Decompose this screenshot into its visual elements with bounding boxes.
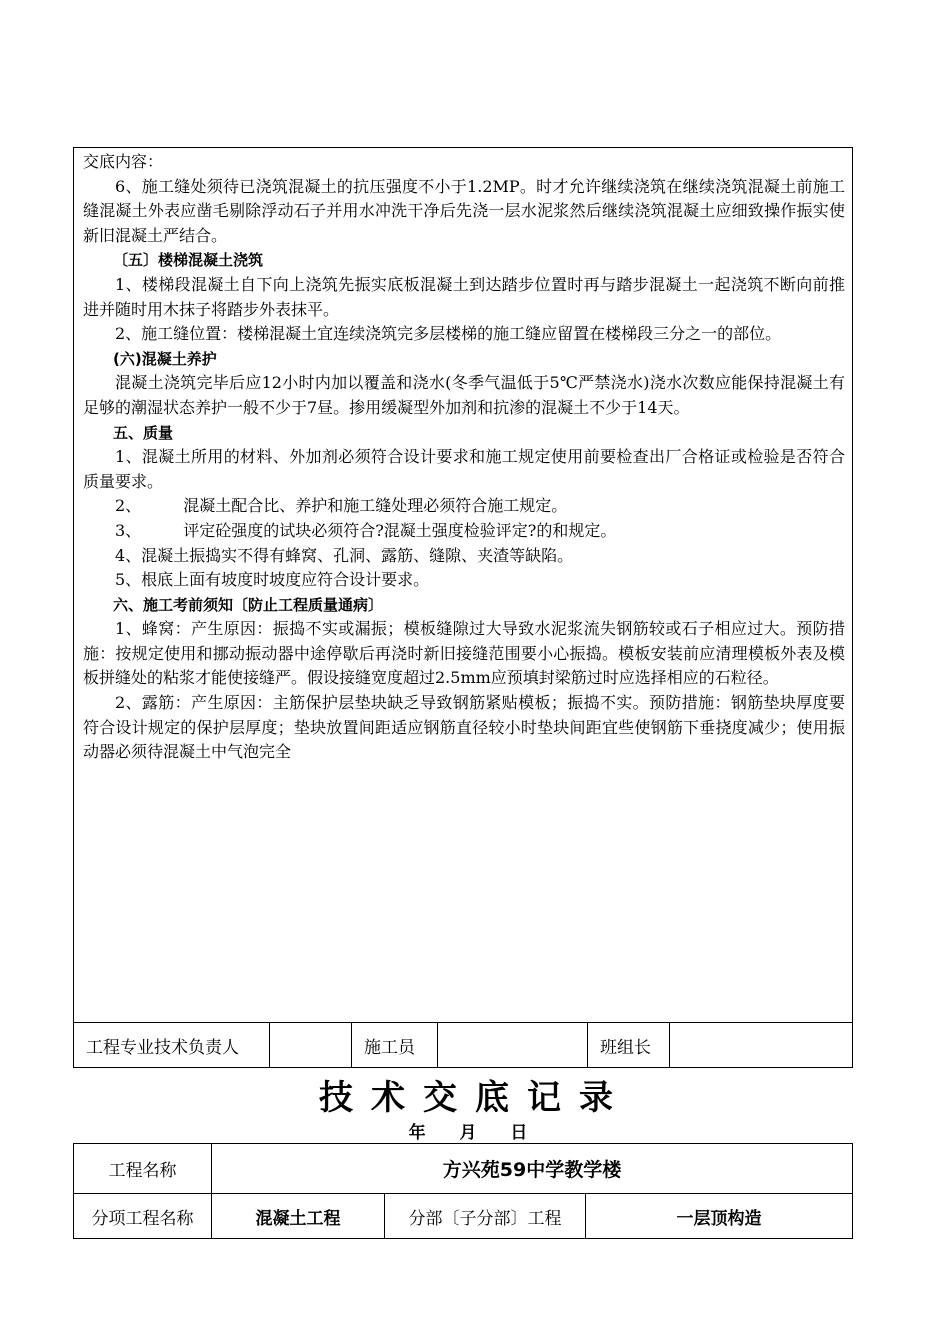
section-heading: 六、施工考前须知〔防止工程质量通病〕 xyxy=(113,595,384,614)
signature-row xyxy=(73,1022,853,1068)
sub-project-label: 分项工程名称 xyxy=(74,1194,212,1239)
content-paragraph: 1、混凝土所用的材料、外加剂必须符合设计要求和施工规定使用前要检查出厂合格证或检验是否符合质量要求。 xyxy=(83,447,845,491)
project-info-table xyxy=(73,1143,853,1239)
content-paragraph: 混凝土浇筑完毕后应12小时内加以覆盖和浇水(冬季气温低于5℃严禁浇水)浇水次数应能保持混凝土有足够的潮湿状态养护一般不少于7昼。掺用缓凝型外加剂和抗渗的混凝土不少于14天。 xyxy=(83,373,845,417)
team-leader-signature[interactable] xyxy=(670,1023,852,1067)
disclosure-content-text xyxy=(83,150,845,765)
section-heading: 五、质量 xyxy=(113,423,174,442)
content-paragraph: 1、蜂窝：产生原因：振捣不实或漏振；模板缝隙过大导致水泥浆流失钢筋较或石子相应过大。预防措施：按规定使用和挪动振动器中途停歇后再浇时新旧接缝范围要小心振捣。模板安装前应清理模板外表及模板拼缝处的粘浆才能使接缝严。假设接缝宽度超过2.5mm应预填封梁筋过时应选择相应的石粒径。 xyxy=(83,619,845,688)
project-name-value: 方兴苑59中学教学楼 xyxy=(212,1144,853,1194)
division-value: 一层顶构造 xyxy=(586,1194,853,1239)
division-label: 分部〔子分部〕工程 xyxy=(385,1194,586,1239)
content-paragraph: 4、混凝土振捣实不得有蜂窝、孔洞、露筋、缝隙、夹渣等缺陷。 xyxy=(115,545,574,565)
tech-lead-label: 工程专业技术负责人 xyxy=(74,1023,270,1067)
team-leader-label: 班组长 xyxy=(588,1023,670,1067)
sub-project-value: 混凝土工程 xyxy=(212,1194,385,1239)
section-heading: 〔五〕楼梯混凝土浇筑 xyxy=(113,251,264,270)
content-paragraph: 2、露筋：产生原因：主筋保护层垫块缺乏导致钢筋紧贴模板；振捣不实。预防措施：钢筋垫块厚度要符合设计规定的保护层厚度；垫块放置间距适应钢筋直径较小时垫块间距宜些使钢筋下垂挠度减少；使用振动器必须待混凝土中气泡完全 xyxy=(83,693,845,762)
content-paragraph: 2、施工缝位置：楼梯混凝土宜连续浇筑完多层楼梯的施工缝应留置在楼梯段三分之一的部位。 xyxy=(115,324,782,344)
disclosure-content-box xyxy=(73,147,853,1023)
content-paragraph: 交底内容： xyxy=(83,152,164,171)
content-paragraph: 6、施工缝处须待已浇筑混凝土的抗压强度不小于1.2MP。时才允许继续浇筑在继续浇筑混凝土前施工缝混凝土外表应凿毛剔除浮动石子并用水冲洗干净后先浇一层水泥浆然后继续浇筑混凝土应细致操作振实使新旧混凝土严结合。 xyxy=(83,176,845,245)
content-paragraph: 2、 混凝土配合比、养护和施工缝处理必须符合施工规定。 xyxy=(115,496,568,516)
content-paragraph: 5、根底上面有坡度时坡度应符合设计要求。 xyxy=(115,570,430,590)
project-name-label: 工程名称 xyxy=(74,1144,212,1194)
content-paragraph: 1、楼梯段混凝土自下向上浇筑先振实底板混凝土到达踏步位置时再与踏步混凝土一起浇筑不断向前推进并随时用木抹子将踏步外表抹平。 xyxy=(83,274,845,319)
section-heading: (六)混凝土养护 xyxy=(113,349,217,368)
record-title: 技术交底记录 xyxy=(319,1078,631,1118)
content-paragraph: 3、 评定砼强度的试块必须符合?混凝土强度检验评定?的和规定。 xyxy=(115,520,617,540)
constructor-signature[interactable] xyxy=(438,1023,588,1067)
record-date: 年 月 日 xyxy=(408,1123,542,1143)
constructor-label: 施工员 xyxy=(352,1023,438,1067)
tech-lead-signature[interactable] xyxy=(270,1023,352,1067)
